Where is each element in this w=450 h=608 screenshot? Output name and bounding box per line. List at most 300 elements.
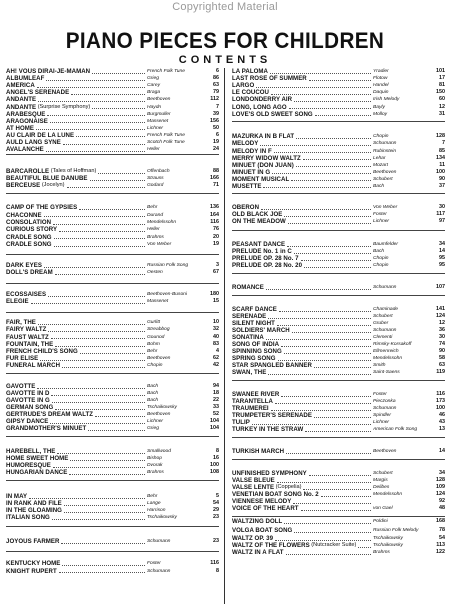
composer-name: Mendelssohn: [147, 220, 177, 225]
page-number: 95: [439, 255, 445, 261]
page-number: 95: [439, 262, 445, 268]
composer-name: Godard: [147, 183, 164, 188]
leader-dots: [70, 460, 145, 461]
page-number: 100: [436, 405, 445, 411]
composer-name: Schumann: [373, 406, 397, 411]
contents-entry: [6, 493, 219, 500]
composer-name: Gruber: [373, 321, 389, 326]
leader-dots: [37, 87, 145, 88]
composer-name: Gurlitt: [147, 320, 161, 325]
leader-dots: [38, 101, 145, 102]
contents-entry: [6, 500, 219, 507]
contents-entry: [6, 204, 219, 211]
piece-title: FAUST WALTZ: [6, 333, 49, 341]
piece-title: ON THE MEADOW: [232, 218, 286, 225]
contents-entry: [6, 168, 219, 175]
page-number: 63: [439, 362, 445, 368]
contents-entry: [232, 155, 445, 162]
leader-dots: [31, 303, 145, 304]
composer-name: Bayly: [373, 104, 385, 110]
piece-title: TRAUMEREI: [232, 405, 269, 412]
composer-name: Foster: [147, 561, 161, 566]
leader-dots: [50, 122, 145, 123]
contents-entry: [232, 405, 445, 412]
contents-entry: [232, 549, 445, 556]
piece-title: SONG OF INDIA: [232, 341, 280, 348]
page-number: 22: [213, 397, 219, 403]
contents-entry: [232, 169, 445, 176]
section-divider: [6, 312, 219, 313]
composer-name: Bach: [147, 398, 159, 403]
composer-name: Schubert: [373, 314, 393, 319]
composer-name: Brahms: [147, 234, 164, 240]
contents-entry: [232, 262, 445, 269]
contents-entry: [6, 146, 219, 153]
piece-title: IN RANK AND FILE: [6, 500, 62, 507]
contents-entry: [6, 298, 219, 305]
page-number: 85: [439, 147, 445, 154]
composer-name: Russian Folk Melody: [373, 528, 419, 533]
leader-dots: [88, 430, 145, 431]
page-number: 173: [436, 398, 445, 404]
composer-name: Grieg: [147, 426, 159, 431]
page-number: 16: [213, 455, 219, 461]
leader-dots: [36, 129, 145, 130]
page-number: 101: [436, 68, 445, 74]
composer-name: Russian Folk Song: [147, 263, 189, 268]
page-number: 117: [436, 211, 445, 217]
piece-title: ANGEL'S SERENADE: [6, 89, 70, 97]
page-number: 164: [210, 211, 219, 218]
contents-entry: [6, 226, 219, 233]
piece-title: TURKEY IN THE STRAW: [232, 426, 304, 433]
contents-entry: [232, 341, 445, 348]
contents-entry: [6, 341, 219, 348]
piece-title: PRELUDE OP. 28 No. 20: [232, 262, 303, 269]
section-divider: [232, 230, 445, 231]
leader-dots: [55, 274, 145, 275]
leader-dots: [50, 423, 145, 424]
leader-dots: [284, 353, 371, 354]
page-number: 8: [216, 567, 219, 574]
composer-name: Oesten: [147, 270, 163, 275]
section-divider: [232, 380, 445, 381]
contents-entry: [6, 348, 219, 355]
contents-entry: [6, 212, 219, 219]
page-number: 17: [439, 75, 445, 82]
leader-dots: [55, 409, 145, 410]
leader-dots: [61, 543, 145, 544]
page-number: 86: [213, 75, 219, 82]
piece-title: ALBUMLEAF: [6, 75, 45, 83]
page-number: 5: [216, 493, 219, 499]
contents-entry: [232, 204, 445, 211]
page-number: 54: [213, 500, 219, 506]
leader-dots: [292, 332, 371, 333]
page-number: 58: [439, 355, 445, 361]
composer-name: Behr: [147, 205, 158, 210]
piece-title: HUNGARIAN DANCE: [6, 469, 68, 476]
composer-name: Beethoven: [373, 169, 397, 175]
leader-dots: [271, 410, 371, 411]
piece-title: WALTZ OF THE FLOWERS: [232, 542, 310, 549]
section-divider: [6, 551, 219, 552]
piece-title: JOYOUS FARMER: [6, 538, 60, 545]
piece-title: SERENADE: [232, 313, 267, 320]
contents-entry: [6, 469, 219, 476]
composer-name: Lange: [147, 501, 161, 506]
leader-dots: [90, 180, 145, 181]
composer-name: Spindler: [373, 413, 391, 418]
page-number: 108: [210, 469, 219, 475]
contents-entry: [232, 518, 445, 525]
contents-entry: [232, 306, 445, 313]
piece-title: HOME SWEET HOME: [6, 455, 69, 462]
contents-entry: [6, 241, 219, 248]
page-number: 83: [213, 341, 219, 347]
section-divider: [232, 273, 445, 274]
composer-name: Molloy: [373, 111, 388, 117]
leader-dots: [46, 80, 145, 81]
page-number: 4: [216, 348, 219, 354]
contents-entry: [232, 327, 445, 334]
contents-entry: [6, 111, 219, 118]
contents-entry: [232, 313, 445, 320]
page-number: 100: [436, 168, 445, 175]
section-divider: [6, 436, 219, 437]
contents-entry: [232, 68, 445, 75]
piece-title: CRADLE SONG: [6, 241, 52, 248]
piece-title: VOLGA BOAT SONG: [232, 527, 293, 534]
composer-name: French Folk Tune: [147, 69, 185, 74]
composer-name: Smith: [373, 363, 386, 368]
composer-name: Heller: [147, 147, 160, 153]
page-number: 112: [210, 96, 219, 103]
piece-title: SONATINA: [232, 334, 264, 341]
piece-subtitle: (Jocelyn): [40, 182, 65, 188]
contents-entry: [232, 82, 445, 89]
page-number: 12: [439, 320, 445, 326]
leader-dots: [301, 260, 371, 261]
column-divider: [224, 68, 225, 604]
piece-title: TARANTELLA: [232, 398, 274, 405]
composer-name: Ellmenreich: [373, 349, 399, 354]
page-number: 166: [210, 175, 219, 181]
contents-entry: [6, 234, 219, 241]
page-number: 34: [439, 470, 445, 476]
page-number: 14: [439, 248, 445, 254]
piece-title: DOLL'S DREAM: [6, 269, 53, 276]
leader-dots: [29, 498, 145, 499]
leader-dots: [40, 360, 145, 361]
contents-entry: [6, 455, 219, 462]
section-divider: [232, 516, 445, 517]
composer-name: Behr: [147, 494, 158, 499]
contents-entry: [6, 514, 219, 521]
leader-dots: [294, 253, 371, 254]
page-number: 12: [439, 103, 445, 110]
page-number: 50: [213, 124, 219, 131]
page-number: 76: [213, 226, 219, 232]
page-number: 134: [436, 154, 445, 161]
piece-title: WALTZ IN A FLAT: [232, 549, 284, 556]
composer-name: Brahms: [147, 470, 164, 475]
piece-title: ARAGONAISE: [6, 117, 48, 125]
leader-dots: [44, 216, 145, 217]
piece-title: BEAUTIFUL BLUE DANUBE: [6, 175, 88, 182]
page-number: 7: [442, 140, 445, 146]
composer-name: Beethoven: [147, 412, 171, 417]
section-divider: [6, 480, 219, 481]
piece-title: VENETIAN BOAT SONG No. 2: [232, 491, 319, 498]
composer-name: Rimsky-Korsakoff: [373, 342, 412, 347]
composer-name: Bach: [147, 391, 159, 396]
contents-entry: [232, 448, 445, 455]
composer-name: Bach: [373, 249, 385, 254]
contents-entry: [6, 182, 219, 189]
piece-title: WALTZING DOLL: [232, 518, 283, 525]
piece-title: FUR ELISE: [6, 355, 39, 362]
piece-title: HUMORESQUE: [6, 462, 51, 469]
piece-title: MINUET IN G: [232, 168, 271, 176]
page-number: 90: [439, 348, 445, 354]
page-number: 46: [439, 412, 445, 418]
piece-title: GERTRUDE'S DREAM WALTZ: [6, 411, 94, 418]
page-number: 15: [213, 298, 219, 304]
contents-entry: [232, 241, 445, 248]
leader-dots: [296, 166, 371, 167]
leader-dots: [52, 519, 145, 520]
page-number: 67: [213, 269, 219, 275]
leader-dots: [274, 152, 371, 153]
composer-name: Saint-Saens: [373, 370, 400, 375]
composer-name: Gounod: [147, 334, 165, 340]
contents-entry: [6, 425, 219, 432]
composer-name: Streabbog: [147, 327, 170, 332]
piece-subtitle: (Nutcracker Suite): [309, 542, 357, 548]
piece-title: VALSE BLEUE: [232, 477, 275, 484]
composer-name: Rubinstein: [373, 148, 397, 154]
composer-name: Handel: [373, 83, 389, 89]
page-number: 52: [213, 411, 219, 417]
contents-entry: [6, 334, 219, 341]
piece-title: LE COUCOU: [232, 89, 270, 97]
piece-title: GRANDMOTHER'S MINUET: [6, 425, 87, 432]
leader-dots: [59, 572, 145, 573]
composer-name: Massenet: [147, 118, 169, 124]
page-number: 107: [436, 284, 445, 290]
page-number: 40: [213, 333, 219, 340]
piece-title: DARK EYES: [6, 262, 43, 269]
leader-dots: [275, 540, 371, 541]
piece-title: GAVOTTE IN G: [6, 397, 50, 404]
composer-name: Harrison: [147, 508, 166, 513]
piece-title: PEASANT DANCE: [232, 241, 286, 248]
piece-title: PRELUDE No. 1 in C: [232, 248, 292, 255]
section-divider: [6, 154, 219, 155]
leader-dots: [261, 209, 371, 210]
composer-name: Mendelssohn: [373, 356, 403, 361]
contents-entry: [232, 104, 445, 111]
leader-dots: [296, 138, 371, 139]
contents-entry: [6, 383, 219, 390]
leader-dots: [62, 565, 145, 566]
composer-name: Burgmuller: [147, 111, 171, 117]
piece-title: SCARF DANCE: [232, 306, 277, 313]
composer-name: Behr: [147, 349, 158, 354]
composer-name: Chaminade: [373, 307, 399, 312]
composer-name: Margis: [373, 478, 388, 483]
page-number: 29: [213, 507, 219, 513]
page-number: 88: [213, 168, 219, 174]
page-number: 119: [436, 369, 445, 375]
page-number: 94: [213, 383, 219, 389]
piece-title: AVALANCHE: [6, 146, 44, 154]
leader-dots: [71, 94, 145, 95]
contents-entry: [6, 75, 219, 82]
copyright-watermark: Copyrighted Material: [172, 1, 278, 13]
leader-dots: [277, 325, 371, 326]
composer-name: Lichner: [373, 219, 390, 224]
composer-name: Brahms: [373, 550, 390, 555]
page-number: 30: [439, 204, 445, 210]
leader-dots: [294, 532, 371, 533]
leader-dots: [95, 416, 145, 417]
piece-title: GAVOTTE: [6, 383, 36, 390]
page-number: 124: [436, 313, 445, 319]
page-number: 78: [439, 527, 445, 533]
contents-entry: [232, 183, 445, 190]
composer-name: Foster: [373, 392, 387, 397]
composer-name: Beethoven: [373, 449, 397, 454]
piece-title: AU CLAIR DE LA LUNE: [6, 131, 75, 139]
contents-entry: [6, 219, 219, 226]
piece-title: TURKISH MARCH: [232, 448, 285, 455]
piece-title: MELODY: [232, 140, 259, 147]
piece-title: HAREBELL, THE: [6, 448, 56, 455]
page-number: 34: [439, 241, 445, 247]
page-number: 11: [439, 161, 445, 168]
contents-entry: [6, 362, 219, 369]
composer-name: Clementi: [373, 335, 393, 340]
composer-name: Heller: [147, 227, 160, 232]
composer-name: Lichner: [373, 420, 390, 425]
leader-dots: [284, 216, 371, 217]
leader-dots: [67, 187, 145, 188]
contents-entry: [232, 505, 445, 512]
leader-dots: [37, 388, 145, 389]
page-number: 43: [439, 419, 445, 425]
leader-dots: [281, 346, 371, 347]
contents-entry: [6, 125, 219, 132]
composer-name: Chopin: [373, 256, 389, 261]
contents-entry: [6, 397, 219, 404]
contents-entry: [6, 175, 219, 182]
piece-title: AMERICA: [6, 82, 35, 90]
page-number: 39: [213, 110, 219, 117]
contents-entry: [232, 96, 445, 103]
piece-subtitle: (Surprise Symphony): [36, 103, 91, 110]
piece-title: MUSETTE: [232, 182, 262, 190]
page-title: PIANO PIECES FOR CHILDREN: [65, 28, 385, 53]
composer-name: Beethoven-Busoni: [147, 292, 187, 297]
leader-dots: [260, 145, 371, 146]
piece-title: LAST ROSE OF SUMMER: [232, 75, 307, 83]
section-divider: [232, 193, 445, 194]
page-number: 54: [439, 535, 445, 541]
leader-dots: [57, 453, 145, 454]
piece-title: KENTUCKY HOME: [6, 560, 61, 567]
piece-title: GAVOTTE IN D: [6, 390, 50, 397]
contents-entry: [6, 538, 219, 545]
page-number: 13: [439, 426, 445, 432]
piece-title: LONG, LONG AGO: [232, 103, 287, 111]
section-divider: [232, 295, 445, 296]
leader-dots: [294, 101, 371, 102]
page-number: 23: [213, 514, 219, 520]
leader-dots: [315, 115, 371, 116]
composer-name: Pieczonka: [373, 399, 396, 404]
piece-title: OLD BLACK JOE: [232, 211, 283, 218]
leader-dots: [51, 395, 145, 396]
piece-title: MELODY IN F: [232, 147, 272, 155]
composer-name: Haydn: [147, 104, 162, 110]
contents-entry: [232, 255, 445, 262]
page-number: 14: [439, 448, 445, 454]
page-number: 30: [439, 334, 445, 340]
contents-entry: [232, 218, 445, 225]
composer-name: Tschaikowsky: [373, 543, 403, 548]
page-number: 6: [216, 131, 219, 138]
composer-name: Von Weber: [147, 242, 172, 247]
leader-dots: [314, 417, 371, 418]
leader-dots: [266, 289, 371, 290]
composer-name: Bishop: [147, 456, 162, 461]
leader-dots: [53, 467, 145, 468]
page-number: 20: [213, 233, 219, 240]
page-number: 71: [213, 182, 219, 188]
piece-title: SWANEE RIVER: [232, 391, 280, 398]
leader-dots: [63, 144, 145, 145]
composer-name: Strauss: [147, 176, 164, 181]
contents-entry: [232, 176, 445, 183]
leader-dots: [309, 80, 371, 81]
piece-title: CHACONNE: [6, 211, 42, 219]
piece-title: SILENT NIGHT: [232, 320, 275, 327]
page-number: 42: [213, 362, 219, 368]
contents-entry: [232, 470, 445, 477]
piece-title: AH! VOUS DIRAI-JE-MAMAN: [6, 68, 91, 75]
leader-dots: [92, 73, 145, 74]
contents-entry: [6, 89, 219, 96]
contents-entry: [6, 560, 219, 567]
piece-title: SPINNING SONG: [232, 348, 282, 355]
piece-title: CRADLE SONG: [6, 233, 52, 241]
leader-dots: [281, 396, 371, 397]
piece-title: VALSE LENTE: [232, 484, 275, 491]
contents-entry: [232, 491, 445, 498]
piece-title: WALTZ OP. 39: [232, 535, 274, 542]
leader-dots: [266, 339, 371, 340]
contents-entry: [6, 326, 219, 333]
piece-title: LARGO: [232, 82, 255, 90]
page-number: 109: [436, 484, 445, 490]
piece-title: VOICE OF THE HEART: [232, 505, 299, 512]
piece-title: AT HOME: [6, 124, 34, 132]
composer-name: Mendelssohn: [373, 492, 403, 497]
piece-title: ECOSSAISES: [6, 291, 47, 298]
piece-title: TRUMPETER'S SERENADE: [232, 412, 312, 419]
